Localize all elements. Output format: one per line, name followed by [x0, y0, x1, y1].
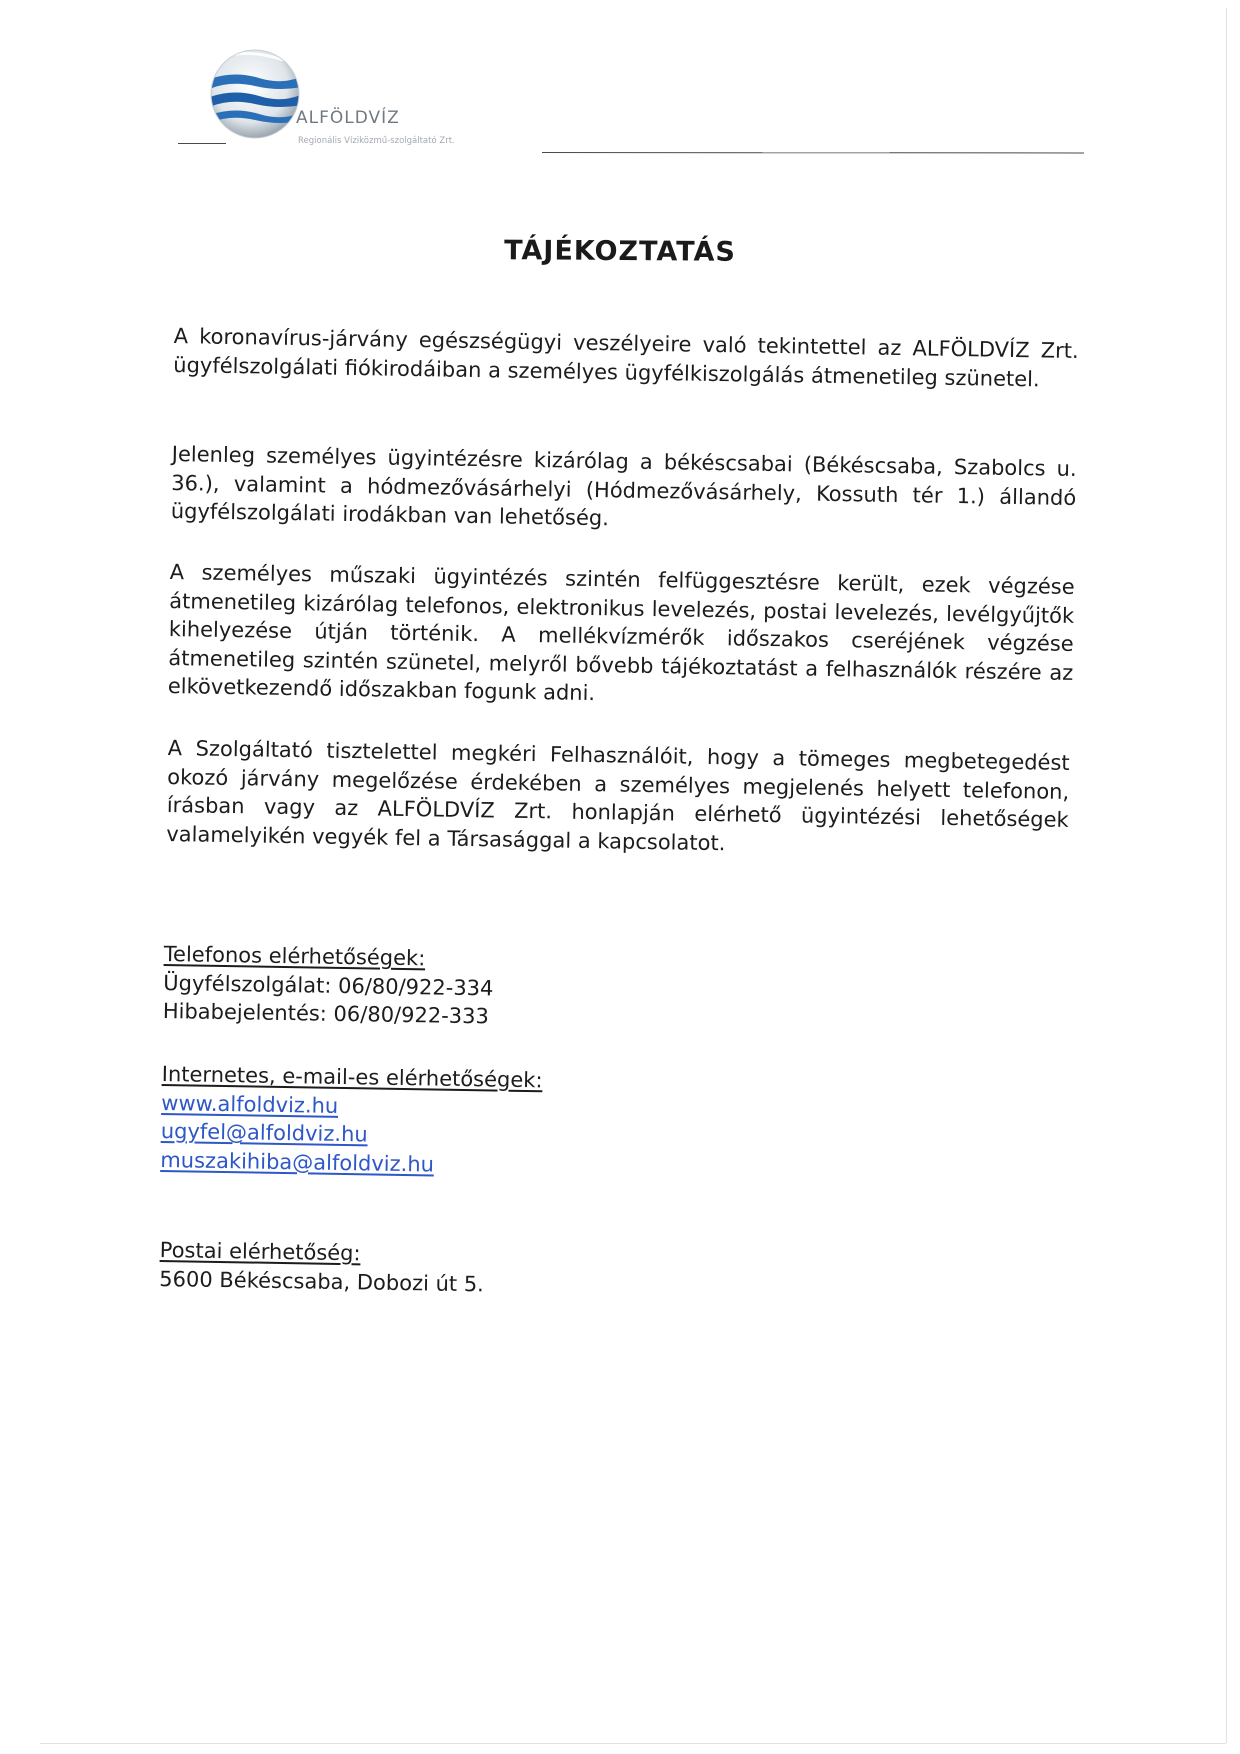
paragraph: Jelenleg személyes ügyintézésre kizárólag a békéscsabai (Békéscsaba, Szabolcs u. 36.), valamint a hódmezővásárhelyi (Hódmezővásárhely, Kossuth tér 1.) állandó ügyfélszolgálati irodákban van lehetőség. — [170, 441, 1077, 531]
section-heading: Internetes, e-mail-es elérhetőségek: — [161, 1061, 543, 1093]
letterhead-rule — [542, 152, 1084, 153]
paragraph: A személyes műszaki ügyintézés szintén felfüggesztésre került, ezek végzése átmenetileg kizárólag telefonos, elektronikus levelezés, postai levelezés, levélgyűjtők kihelyezése útján történik. A mellékvízmérők időszakos cseréjének végzése átmenetileg szintén szünetel, melyről bővebb tájékoztatást a felhasználók részére az elkövetkezendő időszakban fogunk adni. — [167, 559, 1075, 706]
section-heading: Postai elérhetőség: — [159, 1237, 361, 1266]
technical-email-link[interactable]: muszakihiba@alfoldviz.hu — [160, 1147, 435, 1177]
postal-address: 5600 Békéscsaba, Dobozi út 5. — [159, 1266, 485, 1296]
brand-tagline: Regionális Víziközmű-szolgáltató Zrt. — [298, 136, 455, 146]
fault-report-phone: Hibabejelentés: 06/80/922-333 — [162, 998, 490, 1029]
page-title: TÁJÉKOZTATÁS — [504, 235, 736, 268]
brand-name: ALFÖLDVÍZ — [296, 108, 400, 128]
alfoldviz-logo-icon — [203, 44, 307, 144]
website-link[interactable]: www.alfoldviz.hu — [161, 1090, 339, 1118]
page-edge — [40, 1743, 1226, 1744]
postal-contact — [159, 1236, 485, 1298]
section-heading: Telefonos elérhetőségek: — [163, 941, 426, 971]
letterhead-rule — [178, 143, 226, 144]
paragraph: A koronavírus-járvány egészségügyi veszélyeire való tekintettel az ALFÖLDVÍZ Zrt. ügyfélszolgálati fiókirodáiban a személyes ügyfélkiszolgálás átmenetileg szünetel. — [173, 323, 1079, 391]
paragraph: A Szolgáltató tisztelettel megkéri Felhasználóit, hogy a tömeges megbetegedést okozó járvány megelőzése érdekében a személyes megjelenés helyett telefonon, írásban vagy az ALFÖLDVÍZ Zrt. honlapján elérhető ügyintézési lehetőségek valamelyikén vegyék fel a Társasággal a kapcsolatot. — [166, 735, 1070, 855]
customer-service-phone: Ügyfélszolgálat: 06/80/922-334 — [163, 970, 494, 1000]
customer-email-link[interactable]: ugyfel@alfoldviz.hu — [160, 1118, 368, 1147]
online-contacts — [160, 1060, 543, 1180]
phone-contacts — [163, 940, 495, 1031]
